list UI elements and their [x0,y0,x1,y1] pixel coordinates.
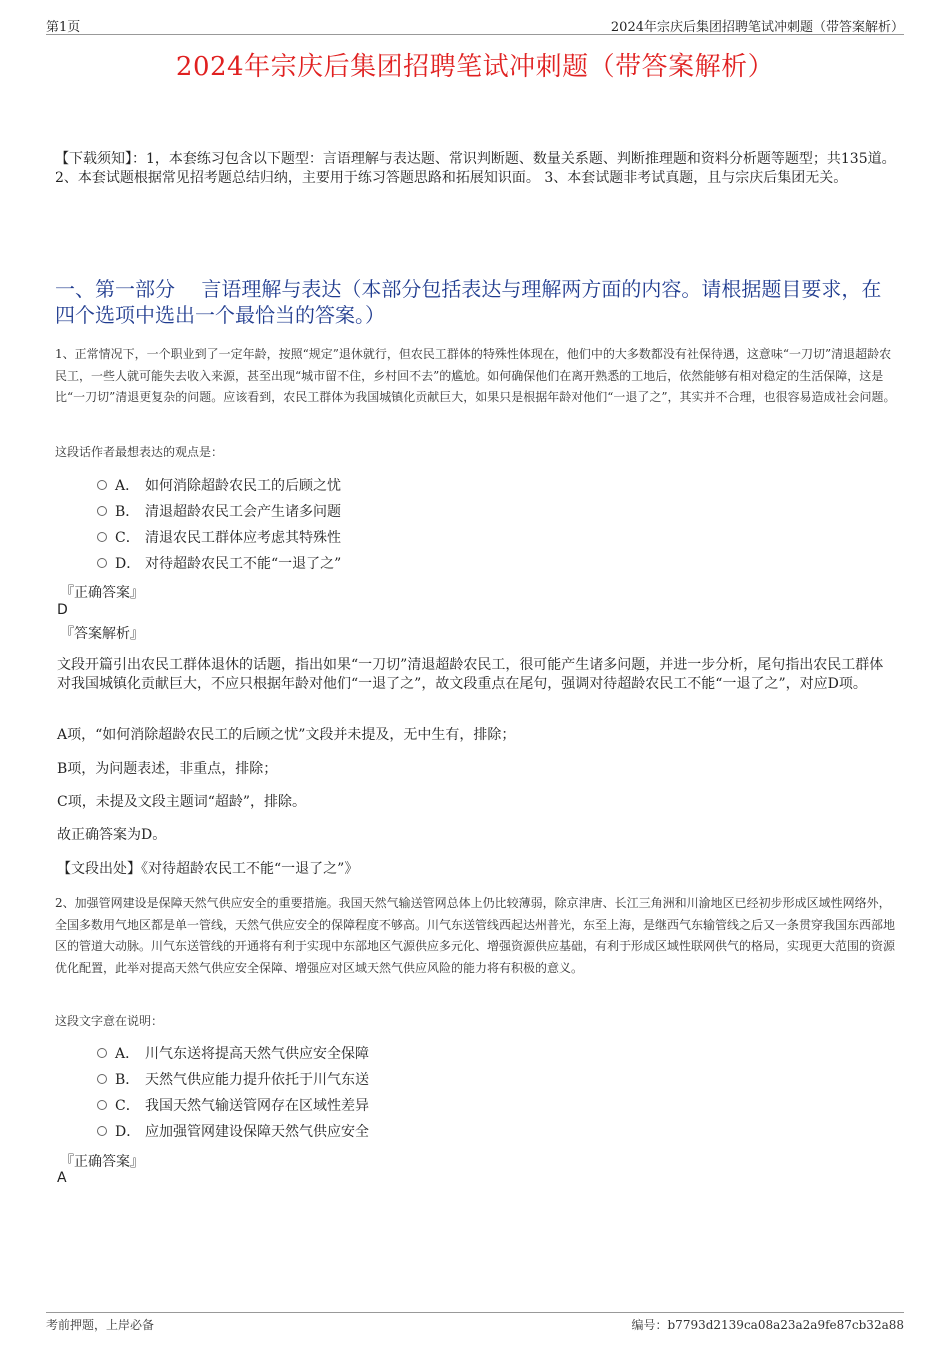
q2-passage: 2、加强管网建设是保障天然气供应安全的重要措施。我国天然气输送管网总体上仍比较薄弱，除京津唐、长江三角洲和川渝地区已经初步形成区域性网络外，全国多数用气地区都是单一管线，天然气供应安全的保障程度不够高。川气东送管线西起达州普光，东至上海，是继西气东输管线之后又一条贯穿我国东西部地区的管道大动脉。川气东送管线的开通将有利于实现中东部地区气源供应多元化、增强资源供应基础，有利于形成区域性联网供气的格局，实现更大范围的资源优化配置，此举对提高天然气供应安全保障、增强应对区域天然气供应风险的能力将有积极的意义。 [55,896,896,975]
page-footer [46,1312,904,1333]
radio-icon[interactable] [97,532,107,542]
radio-icon[interactable] [97,1100,107,1110]
q1-option-a[interactable]: A． 如何消除超龄农民工的后顾之忧 [97,476,341,496]
q1-analysis-main: 文段开篇引出农民工群体退休的话题，指出如果“一刀切”清退超龄农民工，很可能产生诸多问题，并进一步分析，尾句指出农民工群体对我国城镇化贡献巨大，不应只根据年龄对他们“一退了之”，故文段重点在尾句，强调对待超龄农民工不能“一退了之”，对应D项。 [57,657,884,692]
footer-slogan: 考前押题，上岸必备 [46,1318,155,1332]
q2-answer-label: 『正确答案』 [60,1154,144,1170]
q1-option-b[interactable]: B． 清退超龄农民工会产生诸多问题 [97,502,341,522]
q2-question: 这段文字意在说明： [55,1014,164,1028]
radio-icon[interactable] [97,506,107,516]
q1-analysis-a: A项，“如何消除超龄农民工的后顾之忧”文段并未提及，无中生有，排除； [57,727,516,743]
radio-icon[interactable] [97,1074,107,1084]
q2-answer: A [57,1170,67,1186]
q1-analysis-b: B项，为问题表述，非重点，排除； [57,761,278,777]
q1-question: 这段话作者最想表达的观点是： [55,445,224,459]
page-number: 第1页 [46,20,81,35]
footer-doc-id: 编号：b7793d2139ca08a23a2a9fe87cb32a88 [631,1318,904,1332]
radio-icon[interactable] [97,1048,107,1058]
q1-source: 【文段出处】《对待超龄农民工不能“一退了之”》 [57,861,359,877]
header-doc-title: 2024年宗庆后集团招聘笔试冲刺题（带答案解析） [610,20,904,35]
q1-option-c[interactable]: C． 清退农民工群体应考虑其特殊性 [97,528,341,548]
page-header [46,14,904,35]
q1-analysis-conclusion: 故正确答案为D。 [57,827,167,843]
page-title: 2024年宗庆后集团招聘笔试冲刺题（带答案解析） [175,52,775,82]
q2-option-c[interactable]: C． 我国天然气输送管网存在区域性差异 [97,1096,369,1116]
download-notice: 【下载须知】：1，本套练习包含以下题型：言语理解与表达题、常识判断题、数量关系题、判断推理题和资料分析题等题型；共135道。 2、本套试题根据常见招考题总结归纳，主要用于练习答题思路和拓展知识面。 3、本套试题非考试真题，且与宗庆后集团无关。 [55,151,896,186]
section-heading: 一、第一部分 言语理解与表达（本部分包括表达与理解两方面的内容。请根据题目要求，在四个选项中选出一个最恰当的答案。） [55,277,882,327]
q1-analysis-c: C项，未提及文段主题词“超龄”，排除。 [57,794,307,810]
radio-icon[interactable] [97,558,107,568]
q1-option-d[interactable]: D． 对待超龄农民工不能“一退了之” [97,554,341,574]
radio-icon[interactable] [97,1126,107,1136]
radio-icon[interactable] [97,480,107,490]
q2-option-b[interactable]: B． 天然气供应能力提升依托于川气东送 [97,1070,369,1090]
q1-answer-label: 『正确答案』 [60,585,144,601]
q2-option-a[interactable]: A． 川气东送将提高天然气供应安全保障 [97,1044,369,1064]
q2-option-d[interactable]: D． 应加强管网建设保障天然气供应安全 [97,1122,369,1142]
q1-analysis-label: 『答案解析』 [60,626,144,642]
q1-answer: D [57,602,68,618]
q1-passage: 1、正常情况下，一个职业到了一定年龄，按照“规定”退休就行，但农民工群体的特殊性体现在，他们中的大多数都没有社保待遇，这意味“一刀切”清退超龄农民工，一些人就可能失去收入来源，甚至出现“城市留不住，乡村回不去”的尴尬。如何确保他们在离开熟悉的工地后，依然能够有相对稳定的生活保障，这是比“一刀切”清退更复杂的问题。应该看到，农民工群体为我国城镇化贡献巨大，如果只是根据年龄对他们“一退了之”，其实并不合理，也很容易造成社会问题。 [55,347,896,404]
